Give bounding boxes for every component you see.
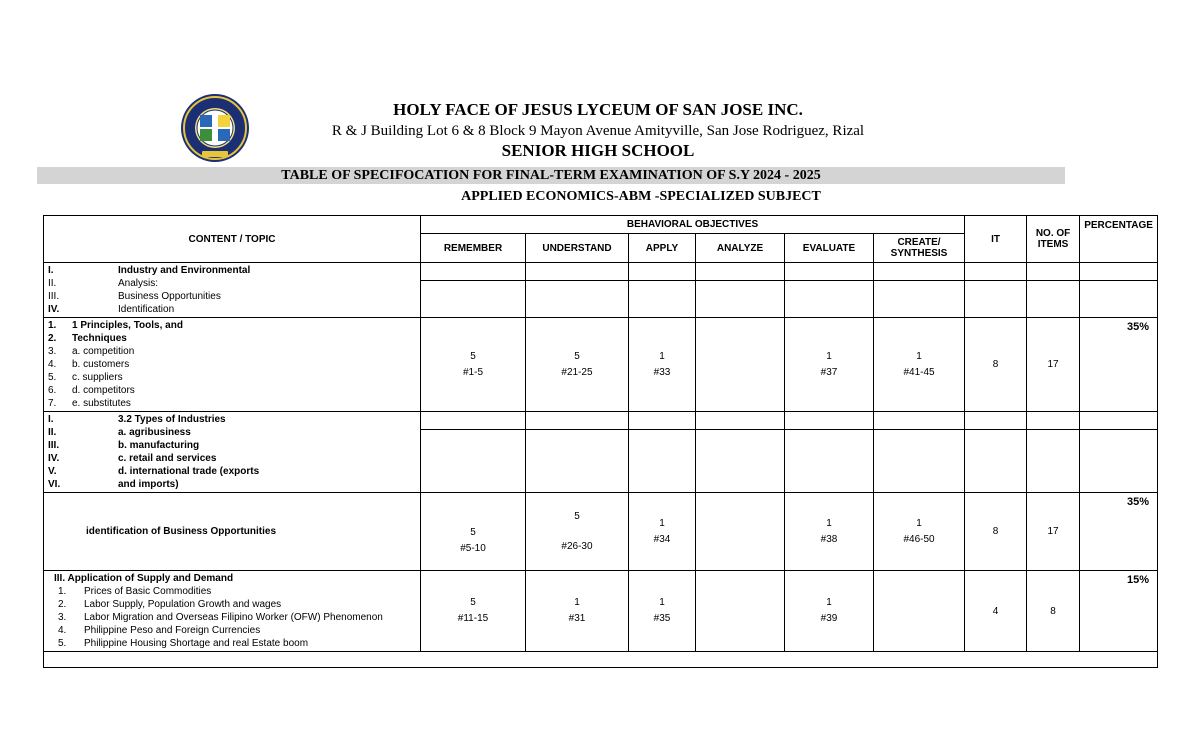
section4-remember: 5 #5-10 [421, 493, 526, 571]
table-of-specification [43, 215, 1158, 668]
section5-understand: 1 #31 [526, 571, 629, 652]
school-name: HOLY FACE OF JESUS LYCEUM OF SAN JOSE INC. [393, 100, 803, 119]
list-item: I. 3.2 Types of Industries [48, 414, 226, 425]
school-seal-logo [180, 93, 250, 163]
percentage-header: PERCENTAGE [1080, 216, 1158, 263]
apply-header: APPLY [629, 234, 696, 263]
section2-create: 1 #41-45 [874, 318, 965, 412]
list-item: III. Business Opportunities [48, 291, 221, 302]
section4-items: 17 [1027, 493, 1080, 571]
list-item: 4. b. customers [48, 359, 130, 370]
list-item: IV. c. retail and services [48, 453, 217, 464]
remember-header: REMEMBER [421, 234, 526, 263]
section3-topic [44, 412, 421, 493]
section4-percentage: 35% [1080, 493, 1158, 571]
no-of-items-header [1027, 216, 1080, 263]
section2-understand: 5 #21-25 [526, 318, 629, 412]
section4-analyze [696, 493, 785, 571]
behavioral-objectives-header: BEHAVIORAL OBJECTIVES [421, 216, 965, 234]
section5-evaluate: 1 #39 [785, 571, 874, 652]
section4-topic: identification of Business Opportunities [44, 493, 421, 571]
section4-apply: 1 #34 [629, 493, 696, 571]
subject-title: APPLIED ECONOMICS-ABM -SPECIALIZED SUBJECT [461, 189, 821, 204]
content-topic-header: CONTENT / TOPIC [44, 216, 421, 263]
list-item: 6. d. competitors [48, 385, 135, 396]
list-item: I. Industry and Environmental [48, 265, 251, 276]
synthesis-label: SYNTHESIS [890, 248, 948, 259]
tos-title: TABLE OF SPECIFOCATION FOR FINAL-TERM EXAMINATION OF S.Y 2024 - 2025 [281, 168, 821, 183]
section2-items: 17 [1027, 318, 1080, 412]
section5-apply: 1 #35 [629, 571, 696, 652]
list-item: II. Analysis: [48, 278, 159, 289]
items-label: ITEMS [1037, 239, 1069, 250]
section2-analyze [696, 318, 785, 412]
create-label: CREATE/ [897, 237, 941, 248]
section5-it: 4 [965, 571, 1027, 652]
list-item: III. b. manufacturing [48, 440, 200, 451]
section2-apply: 1 #33 [629, 318, 696, 412]
understand-header: UNDERSTAND [526, 234, 629, 263]
section5-remember: 5 #11-15 [421, 571, 526, 652]
section5-items: 8 [1027, 571, 1080, 652]
section5-analyze [696, 571, 785, 652]
list-item: 1. 1 Principles, Tools, and [48, 320, 183, 331]
list-item: 5. Philippine Housing Shortage and real Estate boom [58, 638, 309, 649]
section4-it: 8 [965, 493, 1027, 571]
school-level: SENIOR HIGH SCHOOL [501, 141, 695, 160]
section1-topic [44, 263, 421, 318]
section2-topic [44, 318, 421, 412]
list-item: V. d. international trade (exports [48, 466, 260, 477]
list-item: 2. Labor Supply, Population Growth and wages [58, 599, 282, 610]
list-item: 3. Labor Migration and Overseas Filipino Worker (OFW) Phenomenon [58, 612, 383, 623]
list-item: IV. Identification [48, 304, 175, 315]
list-item: 2. Techniques [48, 333, 127, 344]
section5-heading: III. Application of Supply and Demand [54, 573, 234, 584]
list-item: 3. a. competition [48, 346, 135, 357]
section4-evaluate: 1 #38 [785, 493, 874, 571]
list-item: VI. and imports) [48, 479, 179, 490]
section2-remember: 5 #1-5 [421, 318, 526, 412]
no-of-label: NO. OF [1035, 228, 1071, 239]
list-item: II. a. agribusiness [48, 427, 191, 438]
analyze-header: ANALYZE [696, 234, 785, 263]
section2-evaluate: 1 #37 [785, 318, 874, 412]
school-address: R & J Building Lot 6 & 8 Block 9 Mayon Avenue Amityville, San Jose Rodriguez, Rizal [331, 123, 865, 139]
section4-create: 1 #46-50 [874, 493, 965, 571]
section5-create [874, 571, 965, 652]
list-item: 5. c. suppliers [48, 372, 123, 383]
empty-footer-row [44, 652, 1158, 668]
list-item: 4. Philippine Peso and Foreign Currencies [58, 625, 261, 636]
section5-topic [44, 571, 421, 652]
evaluate-header: EVALUATE [785, 234, 874, 263]
section5-percentage: 15% [1080, 571, 1158, 652]
list-item: 1. Prices of Basic Commodities [58, 586, 212, 597]
it-header: IT [965, 216, 1027, 263]
section4-understand: 5 #26-30 [526, 493, 629, 571]
create-synthesis-header [874, 234, 965, 263]
section2-it: 8 [965, 318, 1027, 412]
section2-percentage: 35% [1080, 318, 1158, 412]
list-item: 7. e. substitutes [48, 398, 131, 409]
